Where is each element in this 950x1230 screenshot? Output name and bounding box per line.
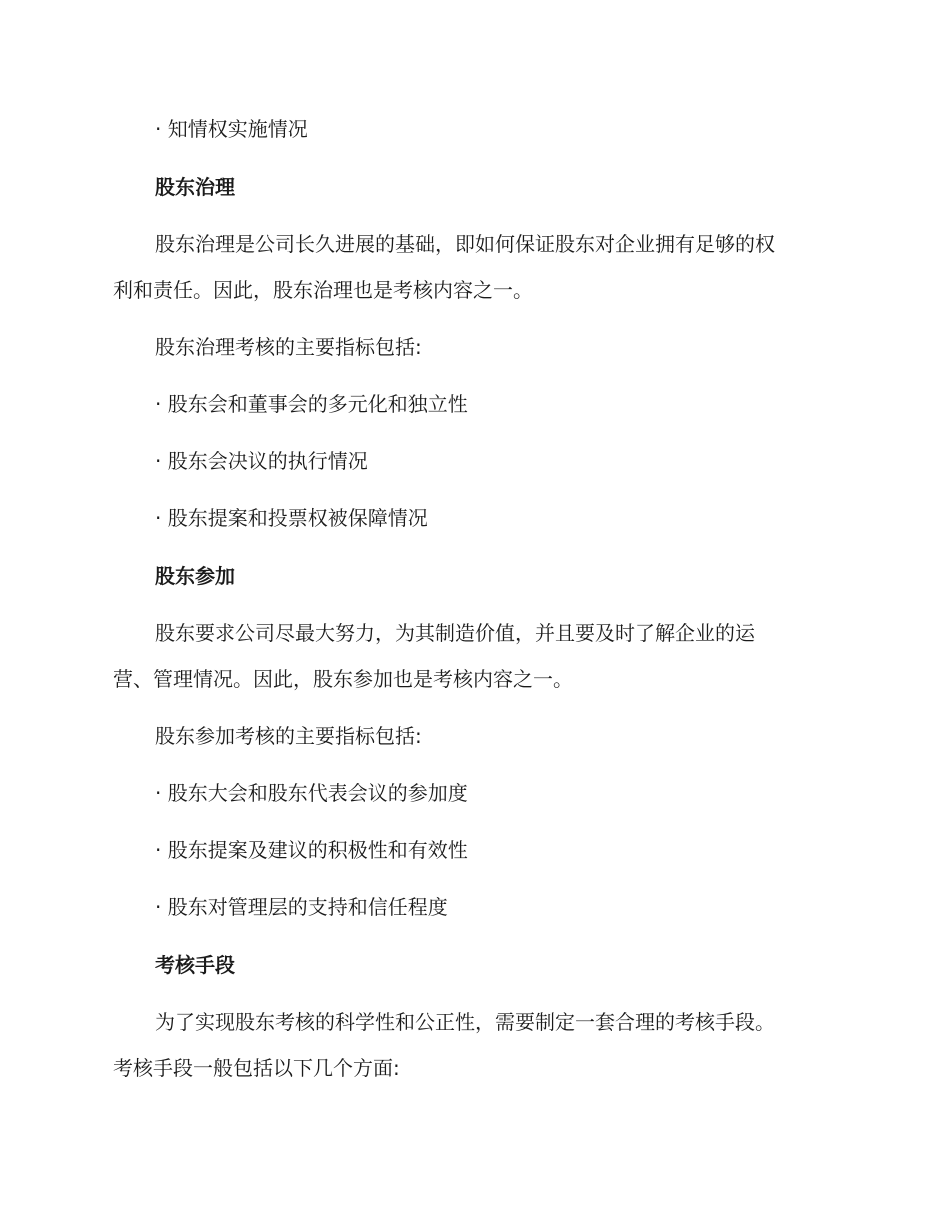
bullet-item: · 股东提案及建议的积极性和有效性	[155, 838, 468, 862]
paragraph-line: 股东治理是公司长久进展的基础，即如何保证股东对企业拥有足够的权	[155, 232, 775, 256]
paragraph-line: 股东参加考核的主要指标包括:	[155, 724, 422, 748]
bullet-item: · 股东提案和投票权被保障情况	[155, 506, 428, 530]
bullet-item: · 股东大会和股东代表会议的参加度	[155, 781, 468, 805]
bullet-item: · 股东会决议的执行情况	[155, 449, 368, 473]
bullet-item: · 股东对管理层的支持和信任程度	[155, 895, 448, 919]
paragraph-line: 营、管理情况。因此，股东参加也是考核内容之一。	[113, 667, 573, 691]
paragraph-line: 股东要求公司尽最大努力，为其制造价值，并且要及时了解企业的运	[155, 621, 755, 645]
paragraph-line: 股东治理考核的主要指标包括:	[155, 335, 422, 359]
paragraph-line: 为了实现股东考核的科学性和公正性，需要制定一套合理的考核手段。	[155, 1010, 775, 1034]
paragraph-line: 利和责任。因此，股东治理也是考核内容之一。	[113, 278, 533, 302]
paragraph-line: 考核手段一般包括以下几个方面:	[113, 1056, 400, 1080]
bullet-item: · 知情权实施情况	[155, 117, 308, 141]
bullet-item: · 股东会和董事会的多元化和独立性	[155, 392, 468, 416]
section-heading: 考核手段	[155, 953, 235, 977]
section-heading: 股东治理	[155, 175, 235, 199]
section-heading: 股东参加	[155, 564, 235, 588]
